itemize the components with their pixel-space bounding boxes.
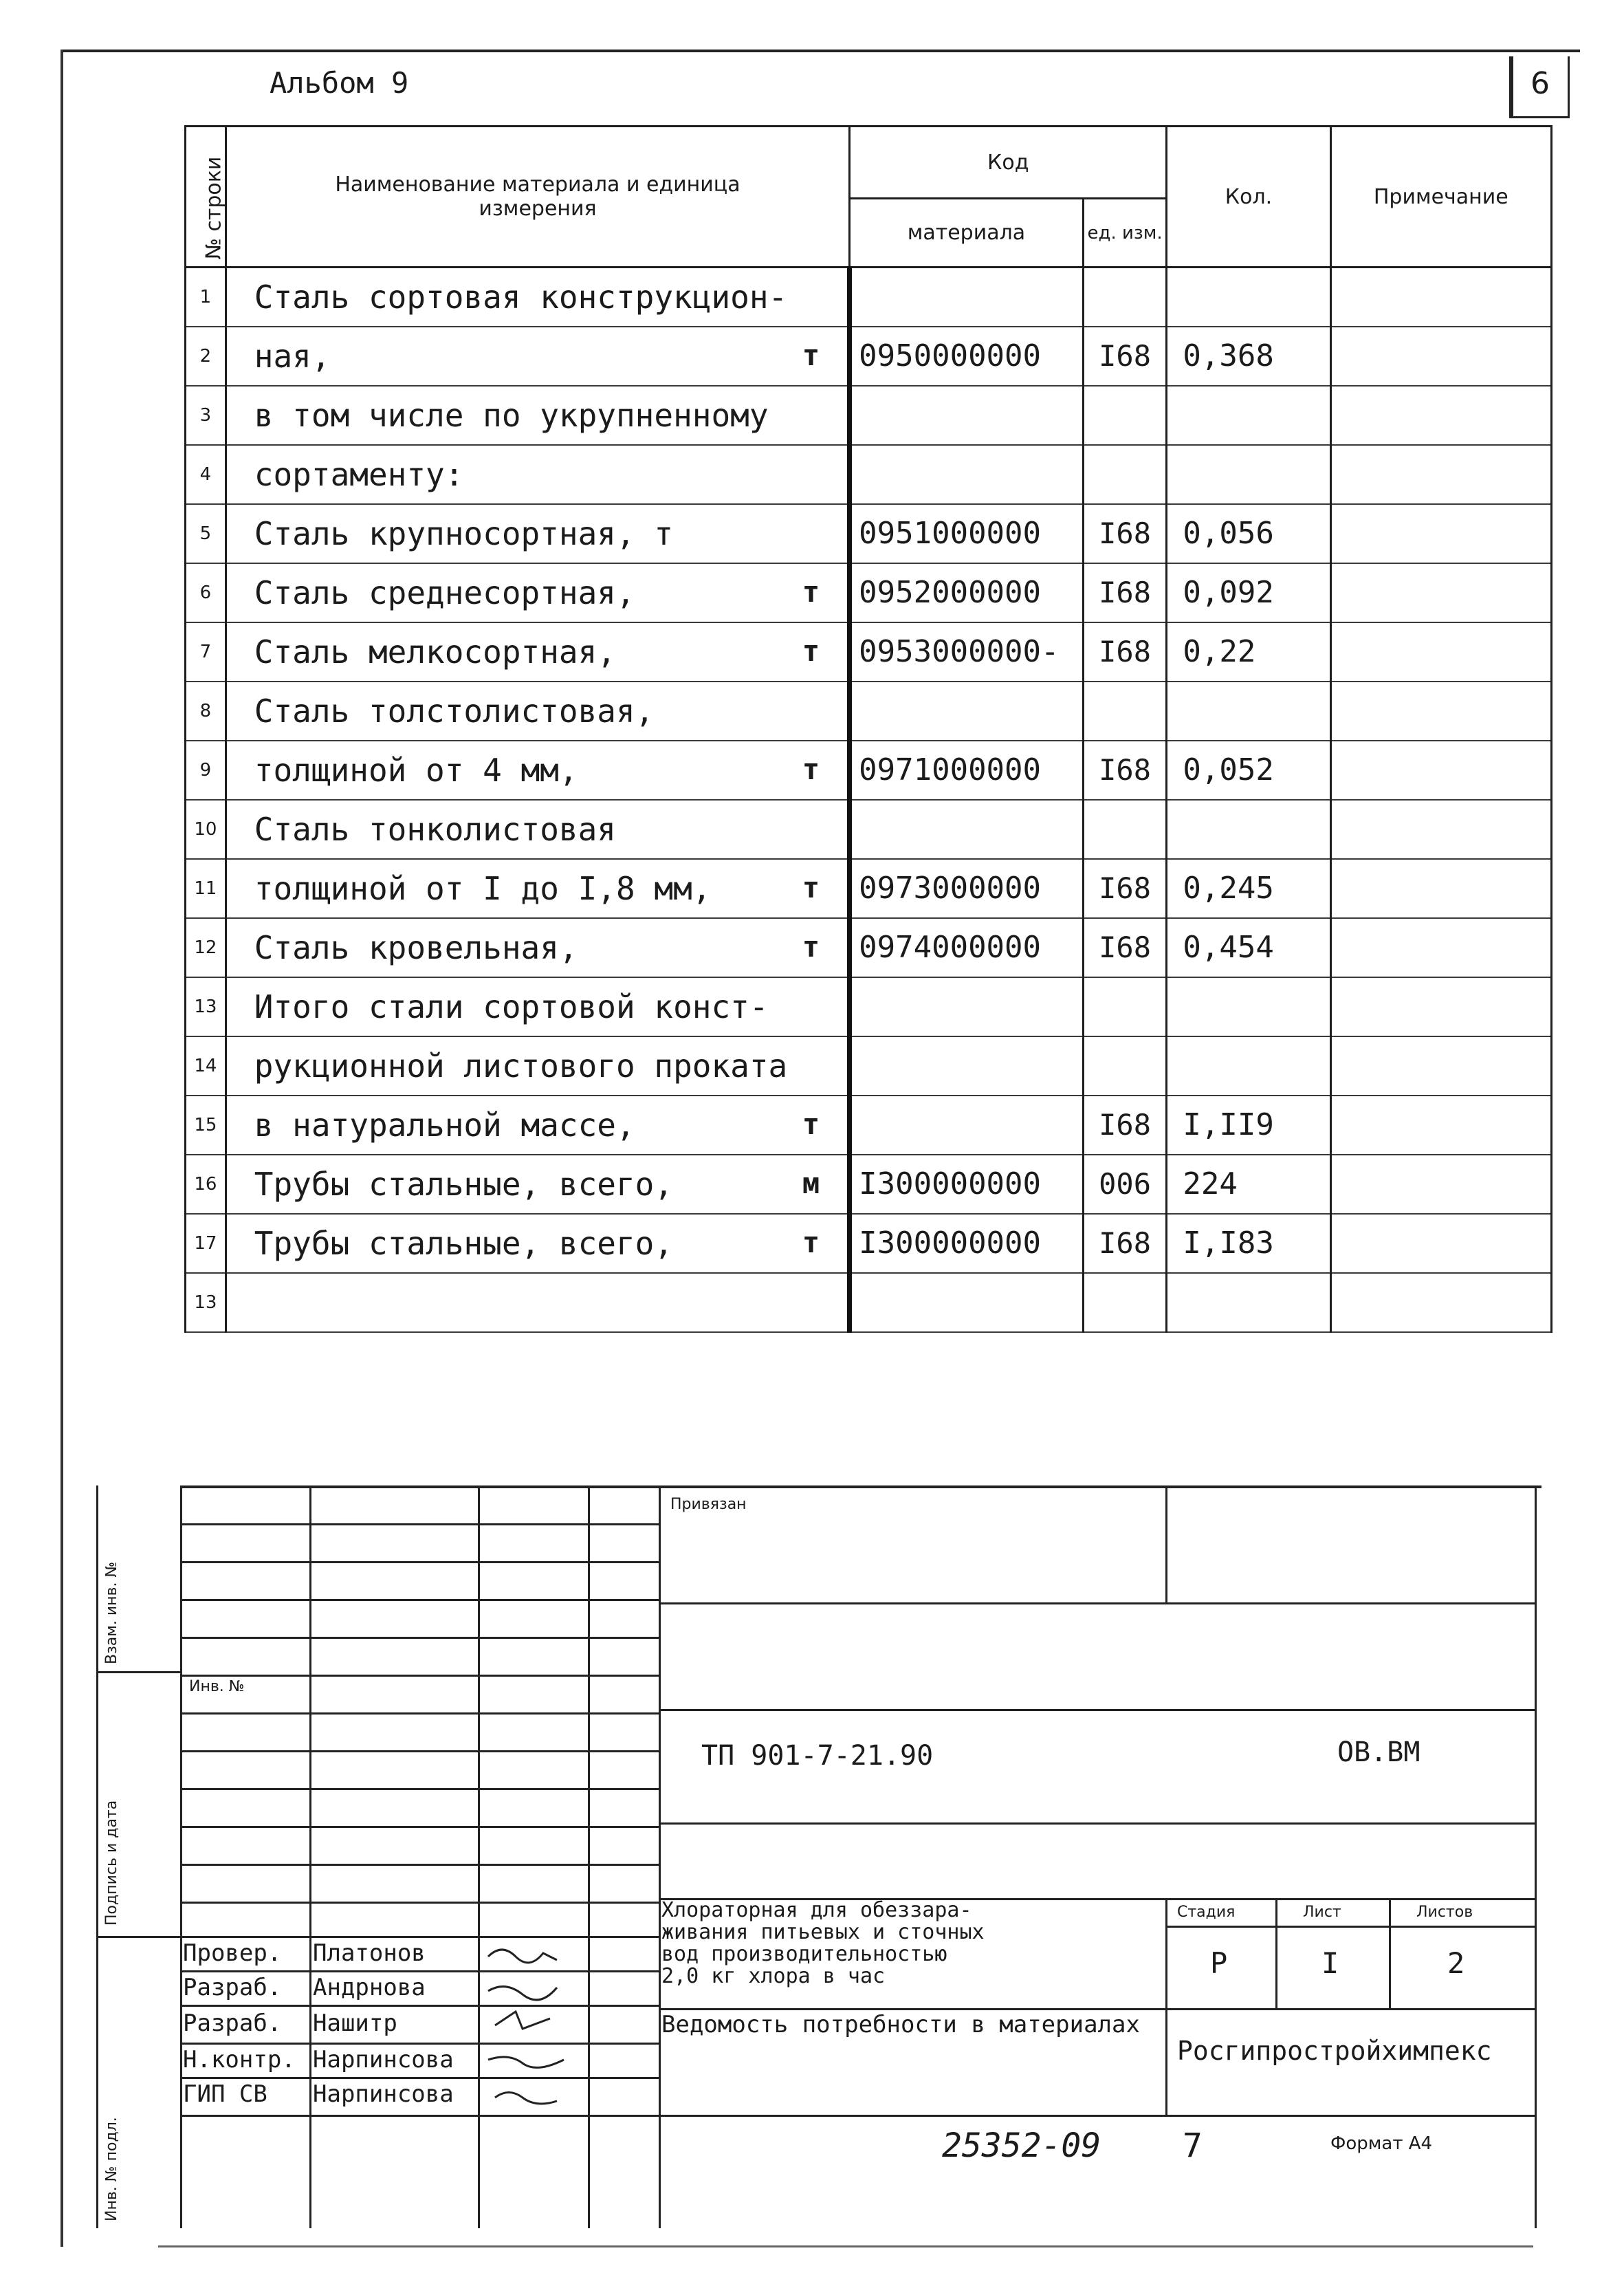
row-number: 16 xyxy=(186,1155,226,1214)
row-number: 1 xyxy=(186,268,226,327)
row-number: 5 xyxy=(186,504,226,563)
material-code: 0953000000- xyxy=(850,622,1084,682)
note xyxy=(1330,859,1551,918)
note xyxy=(1330,1273,1551,1332)
unit-mark: т xyxy=(802,870,820,904)
unit-code: I68 xyxy=(1083,918,1167,977)
signer-name: Нашитр xyxy=(313,2010,397,2037)
quantity: 0,368 xyxy=(1167,327,1330,386)
note xyxy=(1330,1036,1551,1096)
table-row xyxy=(186,327,1552,386)
unit-code: I68 xyxy=(1083,1214,1167,1273)
row-number: 3 xyxy=(186,386,226,445)
unit-code xyxy=(1083,445,1167,504)
quantity: 0,454 xyxy=(1167,918,1330,977)
note xyxy=(1330,1096,1551,1155)
unit-code: I68 xyxy=(1083,563,1167,622)
signer-name: Нарпинсова xyxy=(313,2046,454,2073)
materials-table xyxy=(184,125,1552,1333)
row-number: 15 xyxy=(186,1096,226,1155)
row-number: 17 xyxy=(186,1214,226,1273)
material-code xyxy=(850,800,1084,859)
material-name: Итого стали сортовой конст- xyxy=(226,977,849,1036)
header-name: Наименование материала и единица измерения xyxy=(226,127,849,268)
row-number: 8 xyxy=(186,682,226,741)
note xyxy=(1330,563,1551,622)
material-code: I300000000 xyxy=(850,1214,1084,1273)
material-code xyxy=(850,1096,1084,1155)
material-name: толщиной от I до I,8 мм, т xyxy=(226,859,849,918)
material-code xyxy=(850,682,1084,741)
unit-code xyxy=(1083,386,1167,445)
material-name: Трубы стальные, всего, т xyxy=(226,1214,849,1273)
album-label: Альбом 9 xyxy=(270,66,409,100)
quantity xyxy=(1167,268,1330,327)
material-name: Сталь толстолистовая, xyxy=(226,682,849,741)
stamp-doc-title: Ведомость потребности в материалах xyxy=(661,2011,1140,2038)
signer-role: Разраб. xyxy=(183,2010,282,2037)
note xyxy=(1330,918,1551,977)
stamp-sheet-label: Лист xyxy=(1303,1904,1341,1921)
stamp-inv-no: Инв. № xyxy=(189,1678,245,1695)
table-row xyxy=(186,622,1552,682)
row-number: 4 xyxy=(186,445,226,504)
unit-code xyxy=(1083,977,1167,1036)
note xyxy=(1330,386,1551,445)
note xyxy=(1330,268,1551,327)
unit-mark: т xyxy=(802,1225,820,1259)
unit-code xyxy=(1083,1036,1167,1096)
stamp-object-title: Хлораторная для обеззара- живания питьевых и сточных вод производительностью 2,0 кг хлора в час xyxy=(661,1898,985,1988)
unit-mark: т xyxy=(802,574,820,609)
material-code xyxy=(850,1036,1084,1096)
material-code xyxy=(850,268,1084,327)
quantity xyxy=(1167,1273,1330,1332)
signer-role: ГИП СВ xyxy=(183,2080,267,2108)
footer-copy-number: 7 xyxy=(1183,2126,1203,2165)
unit-code: I68 xyxy=(1083,1096,1167,1155)
quantity xyxy=(1167,386,1330,445)
quantity: I,II9 xyxy=(1167,1096,1330,1155)
material-code xyxy=(850,386,1084,445)
material-name: толщиной от 4 мм, т xyxy=(226,741,849,800)
unit-code: I68 xyxy=(1083,327,1167,386)
quantity: 0,22 xyxy=(1167,622,1330,682)
stamp-sheet-code: ОВ.ВМ xyxy=(1337,1737,1420,1768)
material-name: Сталь кровельная, т xyxy=(226,918,849,977)
header-row-number: № строки xyxy=(186,127,226,268)
frame-left-border xyxy=(61,50,63,2247)
material-name: Трубы стальные, всего, м xyxy=(226,1155,849,1214)
stamp-sheets: 2 xyxy=(1447,1946,1465,1980)
material-code: I300000000 xyxy=(850,1155,1084,1214)
signer-name: Андрнова xyxy=(313,1974,426,2001)
note xyxy=(1330,1214,1551,1273)
note xyxy=(1330,445,1551,504)
row-number: 9 xyxy=(186,741,226,800)
stamp-organization: Росгипростройхимпекс xyxy=(1177,2036,1492,2066)
signer-role: Провер. xyxy=(183,1939,282,1967)
table-row xyxy=(186,800,1552,859)
unit-code: I68 xyxy=(1083,504,1167,563)
header-qty: Кол. xyxy=(1167,127,1330,268)
signer-name: Нарпинсова xyxy=(313,2080,454,2108)
table-row xyxy=(186,1036,1552,1096)
table-row xyxy=(186,1096,1552,1155)
stamp-designation: ТП 901-7-21.90 xyxy=(701,1740,934,1772)
material-name: Сталь среднесортная, т xyxy=(226,563,849,622)
unit-code: I68 xyxy=(1083,741,1167,800)
note xyxy=(1330,800,1551,859)
table-row xyxy=(186,1155,1552,1214)
note xyxy=(1330,504,1551,563)
unit-code xyxy=(1083,800,1167,859)
footer-archive-number: 25352-09 xyxy=(942,2126,1101,2165)
table-row xyxy=(186,977,1552,1036)
side-label-signature: Подпись и дата xyxy=(103,1800,120,1926)
stamp-stage: Р xyxy=(1210,1946,1228,1980)
unit-code: 006 xyxy=(1083,1155,1167,1214)
quantity: 0,052 xyxy=(1167,741,1330,800)
quantity xyxy=(1167,977,1330,1036)
quantity xyxy=(1167,445,1330,504)
material-name: сортаменту: xyxy=(226,445,849,504)
note xyxy=(1330,327,1551,386)
material-code: 0974000000 xyxy=(850,918,1084,977)
row-number: 11 xyxy=(186,859,226,918)
row-number: 12 xyxy=(186,918,226,977)
quantity: 0,245 xyxy=(1167,859,1330,918)
quantity xyxy=(1167,682,1330,741)
unit-code xyxy=(1083,268,1167,327)
frame-bottom-border xyxy=(158,2245,1533,2247)
unit-code: I68 xyxy=(1083,622,1167,682)
row-number: 10 xyxy=(186,800,226,859)
table-row xyxy=(186,268,1552,327)
row-number: 2 xyxy=(186,327,226,386)
signer-role: Разраб. xyxy=(183,1974,282,2001)
side-label-replacement: Взам. инв. № xyxy=(103,1561,120,1664)
table-row xyxy=(186,504,1552,563)
unit-code: I68 xyxy=(1083,859,1167,918)
note xyxy=(1330,1155,1551,1214)
material-name: в натуральной массе, т xyxy=(226,1096,849,1155)
stamp-privyazan: Привязан xyxy=(670,1496,747,1513)
note xyxy=(1330,622,1551,682)
unit-mark: т xyxy=(802,752,820,786)
material-code: 0973000000 xyxy=(850,859,1084,918)
side-label-original-inv: Инв. № подл. xyxy=(103,2117,120,2221)
material-name: ная, т xyxy=(226,327,849,386)
table-row xyxy=(186,386,1552,445)
material-name: Сталь крупносортная, т xyxy=(226,504,849,563)
header-code-material: материала xyxy=(850,199,1084,268)
stamp-top-border xyxy=(180,1485,1541,1488)
stamp-sheet: I xyxy=(1321,1946,1339,1980)
stamp-sheets-label: Листов xyxy=(1416,1904,1473,1921)
table-row xyxy=(186,682,1552,741)
header-note: Примечание xyxy=(1330,127,1551,268)
table-row xyxy=(186,1273,1552,1332)
material-code xyxy=(850,1273,1084,1332)
table-row xyxy=(186,563,1552,622)
material-code xyxy=(850,445,1084,504)
quantity: 0,092 xyxy=(1167,563,1330,622)
material-name: Сталь мелкосортная, т xyxy=(226,622,849,682)
material-code xyxy=(850,977,1084,1036)
stamp-stage-label: Стадия xyxy=(1177,1904,1236,1921)
quantity xyxy=(1167,800,1330,859)
unit-mark: т xyxy=(802,1107,820,1141)
table-row xyxy=(186,918,1552,977)
material-name xyxy=(226,1273,849,1332)
signer-name: Платонов xyxy=(313,1939,426,1967)
table-row xyxy=(186,741,1552,800)
signer-role: Н.контр. xyxy=(183,2046,296,2073)
unit-mark: т xyxy=(802,633,820,668)
quantity xyxy=(1167,1036,1330,1096)
row-number: 13 xyxy=(186,977,226,1036)
material-code: 0971000000 xyxy=(850,741,1084,800)
material-code: 0952000000 xyxy=(850,563,1084,622)
table-row xyxy=(186,445,1552,504)
note xyxy=(1330,682,1551,741)
row-number: 6 xyxy=(186,563,226,622)
table-body xyxy=(186,268,1552,1332)
quantity: 224 xyxy=(1167,1155,1330,1214)
frame-top-border xyxy=(61,50,1580,52)
footer-format: Формат А4 xyxy=(1330,2133,1433,2154)
unit-code xyxy=(1083,1273,1167,1332)
material-code: 0951000000 xyxy=(850,504,1084,563)
material-name: Сталь сортовая конструкцион- xyxy=(226,268,849,327)
unit-mark: т xyxy=(802,929,820,964)
unit-mark: т xyxy=(802,338,820,372)
row-number: 13 xyxy=(186,1273,226,1332)
signature-scribbles xyxy=(481,1936,584,2115)
note xyxy=(1330,977,1551,1036)
material-name: рукционной листового проката xyxy=(226,1036,849,1096)
material-name: Сталь тонколистовая xyxy=(226,800,849,859)
material-code: 0950000000 xyxy=(850,327,1084,386)
row-number: 14 xyxy=(186,1036,226,1096)
header-code-unit: ед. изм. xyxy=(1083,199,1167,268)
unit-code xyxy=(1083,682,1167,741)
header-code-group: Код xyxy=(850,127,1167,199)
quantity: 0,056 xyxy=(1167,504,1330,563)
note xyxy=(1330,741,1551,800)
row-number: 7 xyxy=(186,622,226,682)
material-name: в том числе по укрупненному xyxy=(226,386,849,445)
quantity: I,I83 xyxy=(1167,1214,1330,1273)
table-row xyxy=(186,1214,1552,1273)
unit-mark: м xyxy=(802,1166,820,1200)
page-number: 6 xyxy=(1530,66,1550,101)
table-row xyxy=(186,859,1552,918)
